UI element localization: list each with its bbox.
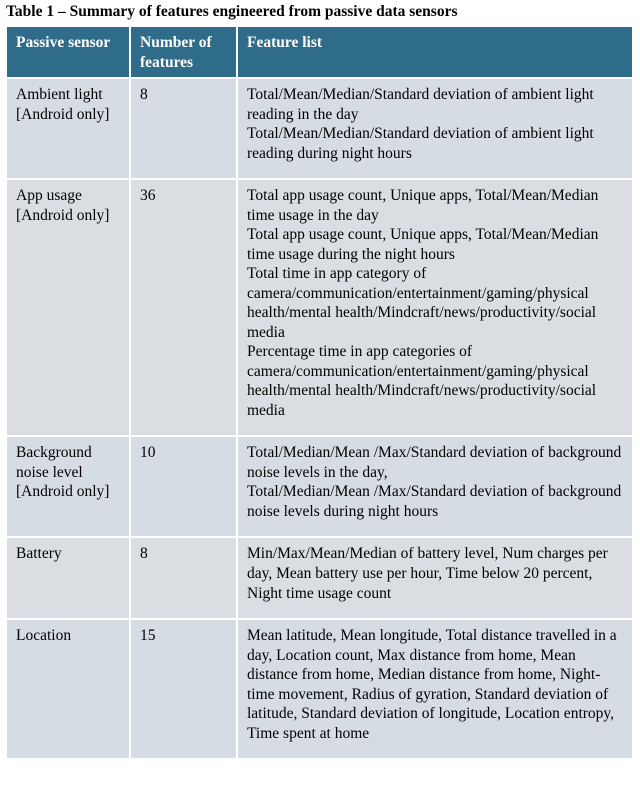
count-cell: 8 xyxy=(130,78,237,179)
feature-line: Total/Median/Mean /Max/Standard deviation of background noise levels in the day, xyxy=(247,444,622,481)
sensor-name: App usage xyxy=(16,187,82,205)
sensor-cell xyxy=(6,78,130,179)
table-caption: Table 1 – Summary of features engineered from passive data sensors xyxy=(6,3,458,20)
feature-line: Min/Max/Mean/Median of battery level, Num charges per day, Mean battery use per hour, Time below 20 percent, Night time usage count xyxy=(247,545,608,602)
table-row xyxy=(6,619,633,759)
sensor-name: Ambient light xyxy=(16,86,103,104)
sensor-cell xyxy=(6,619,130,759)
features-table xyxy=(5,25,634,760)
feature-line: Total app usage count, Unique apps, Total/Mean/Median time usage during the night hours xyxy=(247,226,599,263)
features-cell xyxy=(237,619,633,759)
feature-line: Total/Mean/Median/Standard deviation of ambient light reading during night hours xyxy=(247,125,594,162)
sensor-name: Location xyxy=(16,627,72,645)
feature-line: Total/Mean/Median/Standard deviation of ambient light reading in the day xyxy=(247,86,594,123)
android-note: [Android only] xyxy=(16,105,110,123)
android-note: [Android only] xyxy=(16,483,110,501)
feature-line: Total time in app category of camera/communication/entertainment/gaming/physical health/mental health/Mindcraft/news/productivity/social media xyxy=(247,265,597,341)
sensor-name: Battery xyxy=(16,545,62,563)
sensor-name: Background noise level xyxy=(16,444,92,481)
feature-line: Mean latitude, Mean longitude, Total distance travelled in a day, Location count, Max distance from home, Mean distance from home, Median distance from home, Night-time movement, Radius of gyration, Standard deviation of latitude, Standard deviation of longitude, Location entropy, Time spent at home xyxy=(247,627,617,742)
count-cell: 36 xyxy=(130,179,237,436)
col-header-number-of-features: Number of features xyxy=(130,26,237,78)
header-row xyxy=(6,26,633,78)
col-header-passive-sensor: Passive sensor xyxy=(6,26,130,78)
col-header-feature-list: Feature list xyxy=(237,26,633,78)
features-cell xyxy=(237,436,633,537)
count-cell: 15 xyxy=(130,619,237,759)
feature-line: Total app usage count, Unique apps, Total/Mean/Median time usage in the day xyxy=(247,187,599,224)
sensor-cell xyxy=(6,436,130,537)
features-cell xyxy=(237,78,633,179)
table-row xyxy=(6,436,633,537)
features-cell xyxy=(237,537,633,619)
count-cell: 10 xyxy=(130,436,237,537)
android-note: [Android only] xyxy=(16,206,110,224)
feature-line: Total/Median/Mean /Max/Standard deviation of background noise levels during night hours xyxy=(247,483,622,520)
table-row xyxy=(6,78,633,179)
sensor-cell xyxy=(6,179,130,436)
table-row xyxy=(6,537,633,619)
feature-line: Percentage time in app categories of camera/communication/entertainment/gaming/physical health/mental health/Mindcraft/news/productivity/social media xyxy=(247,343,597,419)
count-cell: 8 xyxy=(130,537,237,619)
sensor-cell xyxy=(6,537,130,619)
features-cell xyxy=(237,179,633,436)
table-row xyxy=(6,179,633,436)
